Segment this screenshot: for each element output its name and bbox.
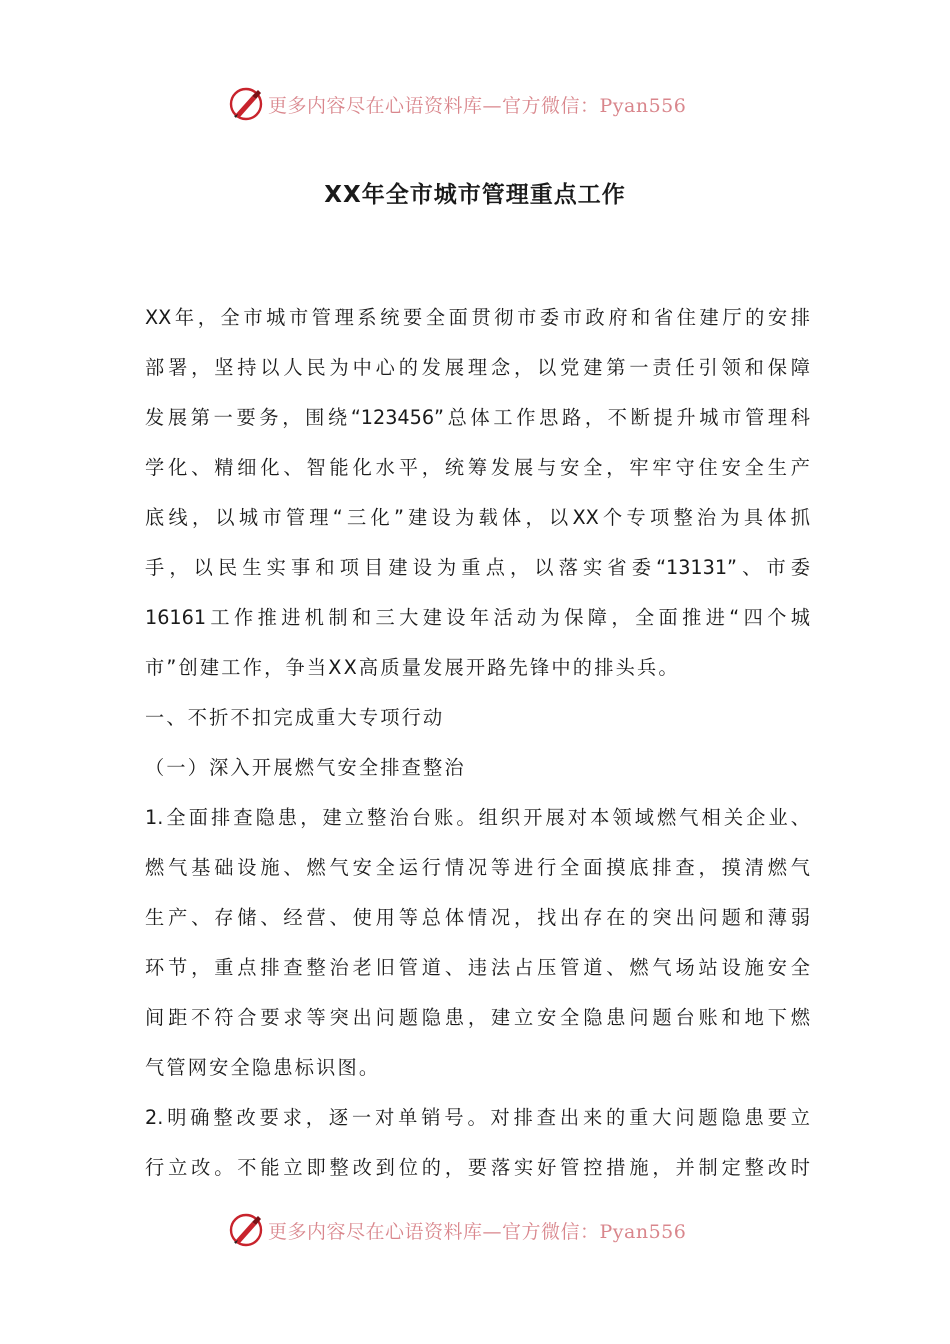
text-line: 16161工作推进机制和三大建设年活动为保障，全面推进“四个城 bbox=[145, 606, 810, 629]
section-heading: 一、不折不扣完成重大专项行动 bbox=[145, 706, 445, 729]
document-title: XX年全市城市管理重点工作 bbox=[324, 182, 626, 208]
document-body bbox=[145, 293, 810, 1193]
text-line: 间距不符合要求等突出问题隐患，建立安全隐患问题台账和地下燃 bbox=[145, 1006, 810, 1029]
watermark-text: 更多内容尽在心语资料库—官方微信：Pyan556 bbox=[268, 94, 687, 117]
text-line: 生产、存储、经营、使用等总体情况，找出存在的突出问题和薄弱 bbox=[145, 906, 810, 929]
watermark-footer bbox=[228, 1210, 748, 1250]
subsection-heading: （一）深入开展燃气安全排查整治 bbox=[145, 756, 466, 779]
text-line: 1.全面排查隐患，建立整治台账。组织开展对本领域燃气相关企业、 bbox=[145, 806, 810, 829]
pen-logo-icon bbox=[228, 86, 264, 122]
text-line: 部署，坚持以人民为中心的发展理念，以党建第一责任引领和保障 bbox=[145, 356, 810, 379]
text-line: XX年，全市城市管理系统要全面贯彻市委市政府和省住建厅的安排 bbox=[145, 306, 810, 329]
text-line: 发展第一要务，围绕“123456”总体工作思路，不断提升城市管理科 bbox=[145, 406, 810, 429]
text-line: 行立改。不能立即整改到位的，要落实好管控措施，并制定整改时 bbox=[145, 1156, 810, 1179]
text-line: 学化、精细化、智能化水平，统筹发展与安全，牢牢守住安全生产 bbox=[145, 456, 810, 479]
text-line: 底线，以城市管理“三化”建设为载体，以XX个专项整治为具体抓 bbox=[145, 506, 810, 529]
pen-logo-icon bbox=[228, 1212, 264, 1248]
watermark-header bbox=[228, 84, 748, 124]
text-line: 手，以民生实事和项目建设为重点，以落实省委“13131”、市委 bbox=[145, 556, 810, 579]
text-line: 环节，重点排查整治老旧管道、违法占压管道、燃气场站设施安全 bbox=[145, 956, 810, 979]
text-line: 2.明确整改要求，逐一对单销号。对排查出来的重大问题隐患要立 bbox=[145, 1106, 810, 1129]
text-line: 市”创建工作，争当XX高质量发展开路先锋中的排头兵。 bbox=[145, 656, 680, 679]
text-line: 燃气基础设施、燃气安全运行情况等进行全面摸底排查，摸清燃气 bbox=[145, 856, 810, 879]
text-line: 气管网安全隐患标识图。 bbox=[145, 1056, 381, 1079]
watermark-text: 更多内容尽在心语资料库—官方微信：Pyan556 bbox=[268, 1220, 687, 1243]
